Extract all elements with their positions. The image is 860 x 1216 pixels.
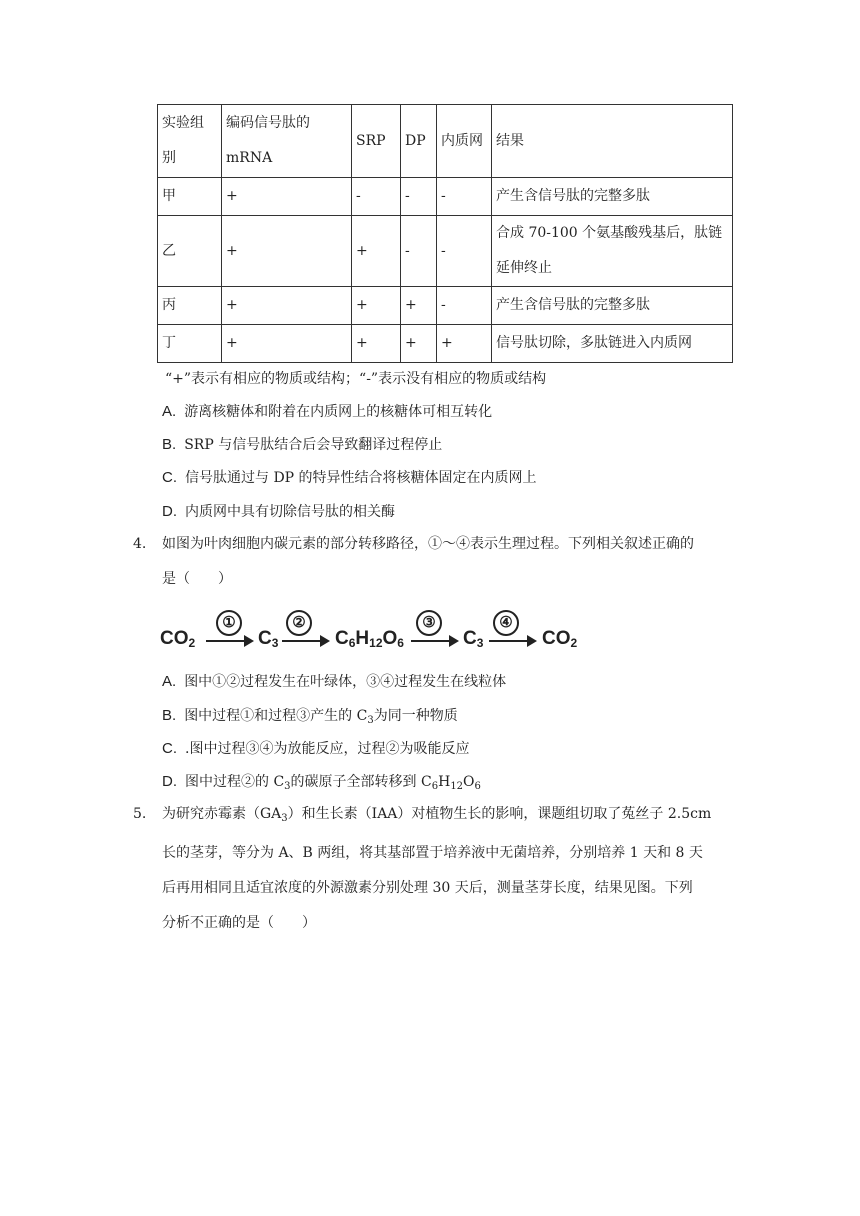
term-glucose: $C_6H_{12}O_6$: [335, 628, 404, 650]
q4-option-a[interactable]: A. 图中①②过程发生在叶绿体，③④过程发生在线粒体: [162, 673, 507, 690]
step-3-label: ③: [416, 610, 442, 636]
step-2-label: ②: [286, 610, 312, 636]
q3-option-d[interactable]: D. 内质网中具有切除信号肽的相关酶: [162, 503, 395, 520]
header-mrna: 编码信号肽的 mRNA: [222, 105, 352, 178]
term-co2-start: $CO_2$: [160, 628, 196, 650]
table-header-row: [158, 105, 733, 178]
header-srp: SRP: [352, 105, 401, 178]
header-group: 实验组 别: [158, 105, 222, 178]
table-note: “+”表示有相应的物质或结构；“-”表示没有相应的物质或结构: [165, 371, 547, 387]
step-1-label: ①: [216, 610, 242, 636]
term-co2-end: $CO_2$: [542, 628, 578, 650]
term-c3-first: $C_3$: [258, 628, 279, 650]
q4-number: 4.: [133, 536, 147, 552]
q4-option-b[interactable]: B. 图中过程①和过程③产生的 $C_3$为同一种物质: [162, 707, 458, 726]
table-row: 甲 + - - - 产生含信号肽的完整多肽: [158, 178, 733, 216]
q3-option-b[interactable]: B. SRP 与信号肽结合后会导致翻译过程停止: [162, 436, 443, 453]
q3-option-c[interactable]: C. 信号肽通过与 DP 的特异性结合将核糖体固定在内质网上: [162, 469, 537, 486]
header-result: 结果: [492, 105, 733, 178]
arrow-step-2: [282, 634, 330, 650]
term-c3-second: $C_3$: [463, 628, 484, 650]
q4-option-c[interactable]: C. .图中过程③④为放能反应，过程②为吸能反应: [162, 740, 470, 757]
experiment-table: [157, 104, 733, 363]
arrow-step-1: [206, 634, 254, 650]
q5-number: 5.: [133, 806, 147, 822]
table-row: 乙 + + - - 合成 70-100 个氨基酸残基后，肽链 延伸终止: [158, 216, 733, 287]
header-er: 内质网: [437, 105, 492, 178]
q5-stem: 为研究赤霉素$(GA_3)$和生长素（IAA）对植物生长的影响，课题组切取了菟丝子 2.5cm 长的茎芽，等分为 A、B 两组，将其基部置于培养液中无菌培养，分别培养 1 天和 8 天 后再用相同且适宜浓度的外源激素分别处理 30 天后，测量茎芽长度，结果见图。下列 分析不正确的是（ ）: [162, 806, 712, 931]
carbon-pathway-diagram: [158, 610, 588, 658]
arrow-step-3: [411, 634, 459, 650]
q4-option-d[interactable]: D. 图中过程②的 $C_3$的碳原子全部转移到 $C_6H_{12}O_6$: [162, 773, 481, 792]
q4-stem: 如图为叶肉细胞内碳元素的部分转移路径，①～④表示生理过程。下列相关叙述正确的 是（ ）: [162, 536, 694, 587]
q3-option-a[interactable]: A. 游离核糖体和附着在内质网上的核糖体可相互转化: [162, 403, 493, 420]
table-row: 丁 + + + + 信号肽切除，多肽链进入内质网: [158, 325, 733, 363]
header-dp: DP: [401, 105, 437, 178]
table-row: 丙 + + + - 产生含信号肽的完整多肽: [158, 287, 733, 325]
step-4-label: ④: [493, 610, 519, 636]
arrow-step-4: [489, 634, 537, 650]
